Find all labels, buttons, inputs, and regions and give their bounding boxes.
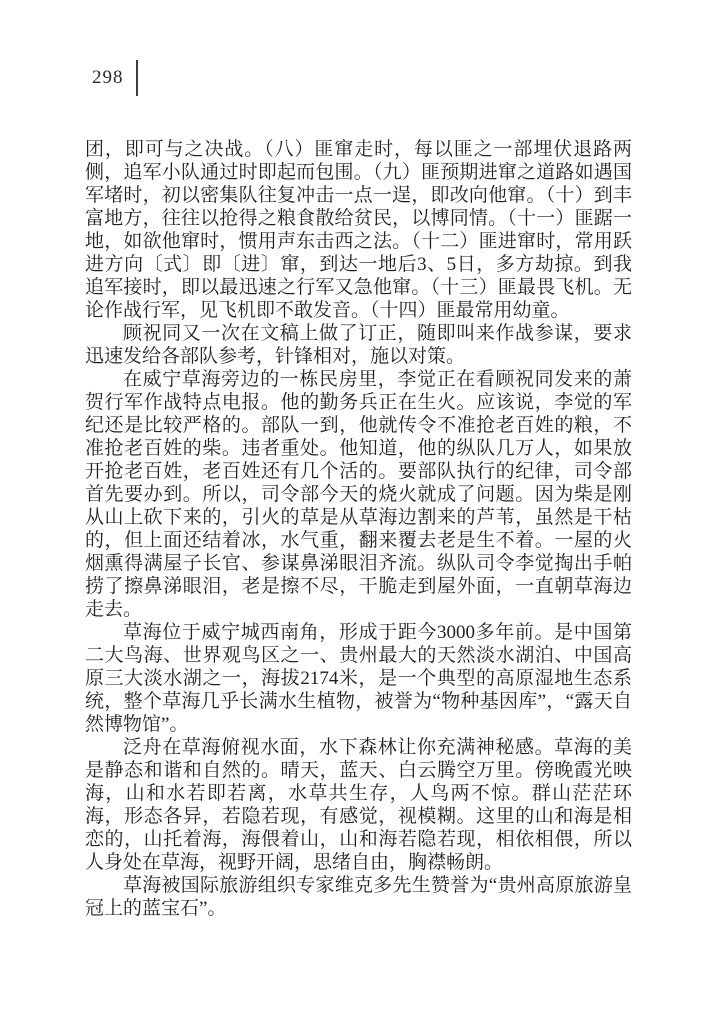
paragraph: 泛舟在草海俯视水面，水下森林让你充满神秘感。草海的美是静态和谐和自然的。晴天，蓝天、白云腾空万里。傍晚霞光映海，山和水若即若离，水草共生存，人鸟两不惊。群山茫茫环海，形态各异，若隐若现，有感觉，视模糊。这里的山和海是相恋的，山托着海，海偎着山，山和海若隐若现，相依相偎，所以人身处在草海，视野开阔，思绪自由，胸襟畅朗。 <box>85 737 632 873</box>
paragraph: 顾祝同又一次在文稿上做了订正，随即叫来作战参谋，要求迅速发给各部队参考，针锋相对，施以对策。 <box>85 323 632 367</box>
paragraph: 团，即可与之决战。（八）匪窜走时，每以匪之一部埋伏退路两侧，追军小队通过时即起而包围。（九）匪预期进窜之道路如遇国军堵时，初以密集队往复冲击一点一逞，即改向他窜。（十）到丰富地方，往往以抢得之粮食散给贫民，以博同情。（十一）匪踞一地，如欲他窜时，惯用声东击西之法。（十二）匪进窜时，常用跃进方向〔式〕即〔进〕窜，到达一地后3、5日，多方劫掠。到我追军接时，即以最迅速之行军又急他窜。（十三）匪最畏飞机。无论作战行军，见飞机即不敢发音。（十四）匪最常用幼童。 <box>85 139 632 321</box>
page-header <box>92 60 138 96</box>
paragraph: 草海被国际旅游组织专家维克多先生赞誉为“贵州高原旅游皇冠上的蓝宝石”。 <box>85 875 632 919</box>
page-number: 298 <box>92 67 124 88</box>
paragraph: 草海位于威宁城西南角，形成于距今3000多年前。是中国第二大鸟海、世界观鸟区之一、贵州最大的天然淡水湖泊、中国高原三大淡水湖之一，海拔2174米，是一个典型的高原湿地生态系统，整个草海几乎长满水生植物，被誉为“物种基因库”，“露天自然博物馆”。 <box>85 622 632 735</box>
body-text <box>85 138 632 920</box>
paragraph: 在威宁草海旁边的一栋民房里，李觉正在看顾祝同发来的萧贺行军作战特点电报。他的勤务兵正在生火。应该说，李觉的军纪还是比较严格的。部队一到，他就传令不准抢老百姓的粮，不准抢老百姓的柴。违者重处。他知道，他的纵队几万人，如果放开抢老百姓，老百姓还有几个活的。要部队执行的纪律，司令部首先要办到。所以，司令部今天的烧火就成了问题。因为柴是刚从山上砍下来的，引火的草是从草海边割来的芦苇，虽然是干枯的，但上面还结着冰，水气重，翻来覆去老是生不着。一屋的火烟熏得满屋子长官、参谋鼻涕眼泪齐流。纵队司令李觉掏出手帕捞了擦鼻涕眼泪，老是擦不尽，干脆走到屋外面，一直朝草海边走去。 <box>85 369 632 620</box>
page-number-divider <box>136 60 138 96</box>
